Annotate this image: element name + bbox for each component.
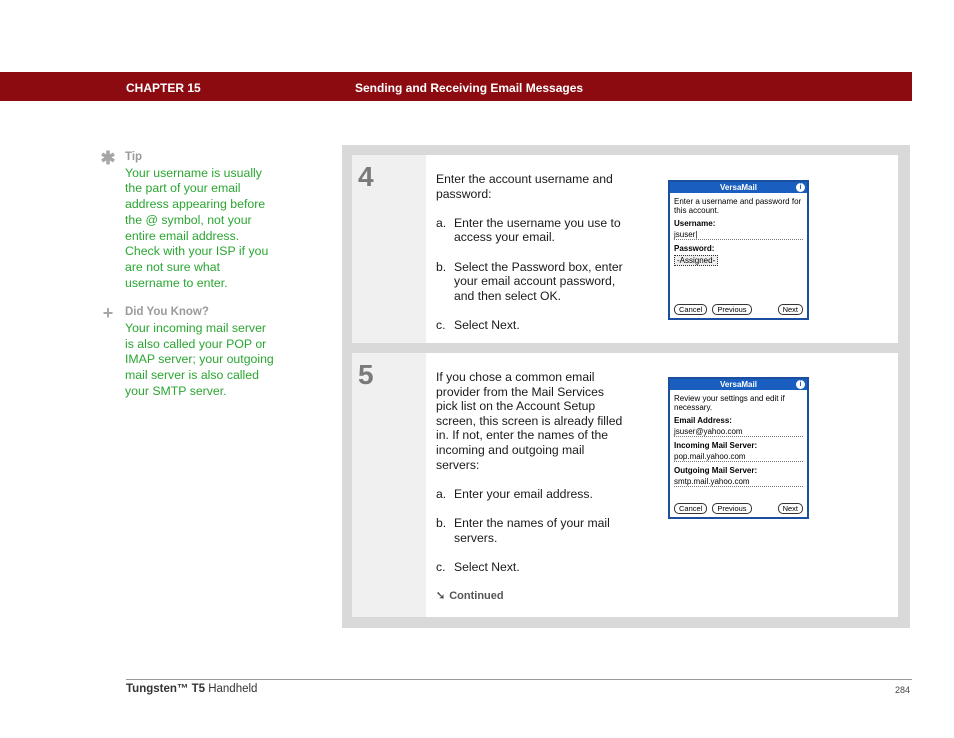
info-icon[interactable]: i (796, 380, 805, 389)
did-you-know-note (100, 305, 275, 399)
footer-rule (126, 679, 912, 680)
step-5 (352, 353, 898, 617)
substep-a: a. Enter your email address. (436, 486, 593, 501)
next-button[interactable]: Next (778, 503, 803, 514)
substep-b: b. Enter the names of your mail servers. (436, 515, 610, 545)
step-number-column (352, 353, 426, 617)
next-button[interactable]: Next (778, 304, 803, 315)
screen-prompt: Review your settings and edit if necessary. (674, 394, 785, 412)
step-4 (352, 155, 898, 343)
chapter-label: CHAPTER 15 (126, 81, 201, 95)
screen-titlebar (670, 379, 807, 390)
step-intro: If you chose a common email provider from the Mail Services pick list on the Account Setup screen, this screen is already filled in. If not, enter the names of the incoming and outgoing mail servers: (436, 370, 623, 472)
incoming-server-field[interactable]: pop.mail.yahoo.com (674, 450, 803, 462)
info-icon[interactable]: i (796, 183, 805, 192)
cancel-button[interactable]: Cancel (674, 304, 707, 315)
footer-product (126, 683, 257, 695)
email-label: Email Address: (674, 416, 732, 425)
tip-body: Your username is usually the part of your email address appearing before the @ symbol, not your entire email address. Check with your ISP if you are not sure what username to enter. (125, 165, 269, 290)
incoming-label: Incoming Mail Server: (674, 441, 758, 450)
username-label: Username: (674, 219, 716, 228)
did-you-know-body: Your incoming mail server is also called your POP or IMAP server; your outgoing mail server is also called your SMTP server. (125, 321, 274, 398)
chapter-header-band (0, 72, 912, 101)
sidebar-notes (100, 150, 275, 414)
did-you-know-title: Did You Know? (125, 306, 209, 319)
continued-link[interactable]: ➘ Continued (436, 589, 504, 602)
step-number: 5 (358, 359, 374, 390)
step-intro: Enter the account username and password: (436, 172, 613, 201)
steps-panel (342, 145, 910, 628)
asterisk-icon: ✱ (100, 148, 116, 168)
substep-c: c. Select Next. (436, 317, 520, 332)
product-name: Tungsten™ T5 (126, 683, 206, 695)
outgoing-server-field[interactable]: smtp.mail.yahoo.com (674, 475, 803, 487)
email-field[interactable]: jsuser@yahoo.com (674, 425, 803, 437)
step-number: 4 (358, 161, 374, 192)
substep-c: c. Select Next. (436, 559, 520, 574)
substep-b: b. Select the Password box, enter your email account password, and then select OK. (436, 259, 623, 303)
screen-titlebar (670, 182, 807, 193)
substep-a: a. Enter the username you use to access your email. (436, 215, 621, 245)
previous-button[interactable]: Previous (712, 503, 751, 514)
screen-title: VersaMail (720, 183, 757, 192)
previous-button[interactable]: Previous (712, 304, 751, 315)
step-instructions (436, 172, 626, 347)
screen-button-row (674, 503, 803, 514)
username-field[interactable]: jsuser| (674, 228, 803, 240)
section-title: Sending and Receiving Email Messages (355, 81, 584, 95)
password-label: Password: (674, 244, 715, 253)
step-number-column (352, 155, 426, 343)
product-suffix: Handheld (205, 683, 258, 695)
password-box[interactable]: -Assigned- (674, 255, 718, 266)
page-number: 284 (894, 685, 910, 695)
arrow-down-right-icon: ➘ (436, 589, 446, 602)
step-instructions (436, 370, 626, 604)
outgoing-label: Outgoing Mail Server: (674, 466, 758, 475)
cancel-button[interactable]: Cancel (674, 503, 707, 514)
versamail-servers-screen (668, 377, 809, 519)
plus-icon: + (102, 303, 114, 324)
screen-title: VersaMail (720, 380, 757, 389)
tip-note (100, 150, 275, 291)
tip-title: Tip (125, 151, 143, 163)
screen-prompt: Enter a username and password for this account. (674, 197, 802, 215)
screen-button-row (674, 304, 803, 315)
versamail-username-screen (668, 180, 809, 320)
